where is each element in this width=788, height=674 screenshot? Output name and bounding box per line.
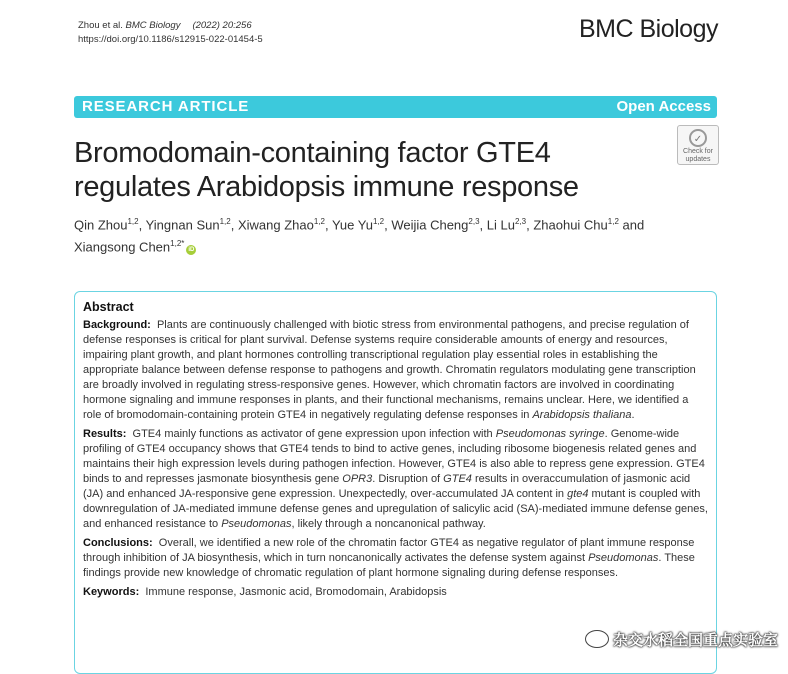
article-type-banner [74,96,717,118]
article-type-label: RESEARCH ARTICLE [82,98,250,115]
author-affiliation: 1,2* [170,239,185,249]
author-affiliation: 1,2 [313,217,325,226]
author-affiliation: 1,2 [219,217,231,226]
citation-year: (2022) 20:256 [192,20,252,31]
abstract-box [74,291,717,674]
author-name[interactable]: Zhaohui Chu [533,217,608,233]
author-affiliation: 1,2 [607,217,619,226]
orcid-icon[interactable]: iD [188,246,195,253]
abstract-keywords: Keywords: Immune response, Jasmonic acid, Bromodomain, Arabidopsis [83,586,447,598]
check-updates-line2: updates [685,156,711,163]
abstract-heading: Abstract [83,300,134,314]
author-affiliation: 1,2 [372,217,385,226]
author-name[interactable]: Yingnan Sun [145,217,220,233]
author-name[interactable]: Weijia Cheng [391,217,469,233]
wechat-watermark: 杂交水稻全国重点实验室 [585,629,778,650]
author-list: Qin Zhou$^{1,2}$, Yingnan Sun$^{1,2}$, Xiwang Zhao$^{1,2}$, Yue Yu$^{1,2}$, Weijia Cheng$^{2,3}$, Li Lu$^{2,3}$, Zhaohui Chu$^{1,2}$ and Xiangsong Chen$^{1,2*}$iD [74,217,645,255]
author-affiliation: 2,3 [468,217,480,226]
check-updates-line1: Check for [683,148,713,155]
author-name[interactable]: Xiangsong Chen [74,239,171,255]
citation-journal: BMC Biology [125,20,181,31]
author-name[interactable]: Yue Yu [331,217,373,233]
abstract-conclusions: Conclusions: Overall, we identified a new role of the chromatin factor GTE4 as negative regulator of plant immune response through inhibition of JA biosynthesis, which in turn noncanonically activates the defense system against Pseudomonas. These findings provide new knowledge of chromatic regulation of plant hormone signaling during defense responses. [83,537,695,579]
abstract-results: Results: GTE4 mainly functions as activator of gene expression upon infection with Pseudomonas syringe. Genome-wide profiling of GTE4 occupancy shows that GTE4 tends to bind to active genes, including ribosome biogenesis related genes and maintains their high expression levels during pathogen infection. However, GTE4 is also able to repress gene expression. GTE4 binds to and represses jasmonate biosynthesis gene OPR3. Disruption of GTE4 results in overaccumulation of jasmonic acid (JA) and enhanced JA-responsive gene expression. Unexpectedly, over-accumulated JA content in gte4 mutant is coupled with downregulation of JA-mediated immune defense genes and upregulation of salicylic acid (SA)-mediated immune defense genes, and enhanced resistance to Pseudomonas, likely through a noncanonical pathway. [83,428,708,530]
doi-link[interactable]: https://doi.org/10.1186/s12915-022-01454-5 [78,34,263,45]
citation-block [78,19,263,47]
citation-authors: Zhou et al. [78,20,123,31]
article-title: Bromodomain-containing factor GTE4 regulates Arabidopsis immune response [74,137,579,203]
author-affiliation: 1,2 [127,217,139,226]
check-updates-icon: ✓ [689,129,707,147]
author-name[interactable]: Qin Zhou [74,217,128,233]
author-affiliation: 2,3 [514,217,527,226]
open-access-label: Open Access [616,98,711,115]
journal-brand: BMC Biology [579,15,718,43]
author-name[interactable]: Li Lu [486,217,515,233]
check-for-updates-button[interactable] [677,125,719,165]
wechat-icon [585,630,609,648]
abstract-background: Background: Plants are continuously challenged with biotic stress from environmental pathogens, and precise regulation of defense responses is critical for plant survival. Defense systems require considerable amounts of energy and resources, impairing plant growth, and plant hormones controlling transcriptional regulation play essential roles in establishing the appropriate balance between defense response to pathogens and growth. Chromatin regulators modulating gene transcription are broadly involved in regulating stress-responsive genes. However, which chromatin factors are involved in coordinating hormone signaling and immune responses in plants, and their functional mechanisms, remains unclear. Here, we identified a role of bromodomain-containing protein GTE4 in negatively regulating defense responses in Arabidopsis thaliana. [83,319,696,421]
author-name[interactable]: Xiwang Zhao [237,217,314,233]
